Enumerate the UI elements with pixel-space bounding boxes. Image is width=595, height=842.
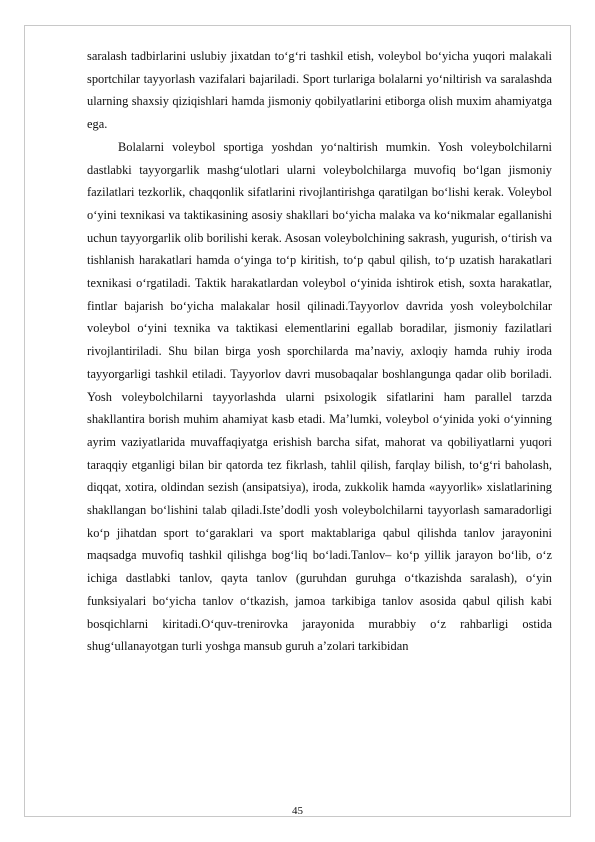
paragraph-main: Bolalarni voleybol sportiga yoshdan yo‘naltirish mumkin. Yosh voleybolchilarni dastlabki tayyorgarlik mashg‘ulotlari ularni voleybolchilarga muvofiq bo‘lgan jismoniy fazilatlari tezkorlik, chaqqonlik sifatlarini rivojlantirishga qaratilgan bo‘lishi kerak. Voleybol o‘yini texnikasi va taktikasining asosiy shakllari bo‘yicha malaka va ko‘nikmalar egallanishi uchun tayyorgarlik olib borilishi kerak. Asosan voleybolchining sakrash, yugurish, o‘tirish va tishlanish harakatlari hamda o‘yinga to‘p kiritish, to‘p qabul qilish, to‘p uzatish harakatlari texnikasi o‘rgatiladi. Taktik harakatlardan voleybol o‘yinida ishtirok etish, soxta harakatlar, fintlar bajarish bo‘yicha malakalar hosil qilinadi.Tayyorlov davrida yosh voleybolchilar voleybol o‘yini texnika va taktikasi elementlarini egallab boradilar, jismoniy fazilatlari rivojlantiriladi. Shu bilan birga yosh sporchilarda ma’naviy, axloqiy hamda ruhiy iroda tayyorgarligi tashkil etiladi. Tayyorlov davri musobaqalar boshlangunga qadar olib boriladi. Yosh voleybolchilarni tayyorlashda ularni psixologik sifatlarini ham parallel tarzda shakllantira borish muhim ahamiyat kasb etadi. Ma’lumki, voleybol o‘yinida yoki o‘yinning ayrim vaziyatlarida muvaffaqiyatga erishish barcha sifat, mahorat va qobiliyatlarni yuqori taraqqiy etganligi bilan bir qatorda tez fikrlash, tahlil qilish, farqlay bilish, to‘g‘ri baholash, diqqat, xotira, oldindan sezish (ansipatsiya), iroda, zukkolik hamda «ayyorlik» xislatlarining shakllangan bo‘lishini talab qiladi.Iste’dodli yosh voleybolchilarni tayyorlash samaradorligi ko‘p jihatdan sport to‘garaklari va sport maktablariga qabul qilishda tanlov jarayonini maqsadga muvofiq tashkil qilishga bog‘liq bo‘ladi.Tanlov– ko‘p yillik jarayon bo‘lib, o‘z ichiga dastlabki tanlov, qayta tanlov (guruhdan guruhga o‘tkazishda saralash), o‘yin funksiyalari bo‘yicha tanlov o‘tkazish, jamoa tarkibiga tanlov asosida qabul qilish kabi bosqichlarni kiritadi.O‘quv-trenirovka jarayonida murabbiy o‘z rahbarligi ostida shug‘ullanayotgan turli yoshga mansub guruh a’zolari tarkibidan xyxy=(87,139,552,654)
page-number: 45 xyxy=(292,805,303,817)
paragraph-continued: saralash tadbirlarini uslubiy jixatdan to‘g‘ri tashkil etish, voleybol bo‘yicha yuqori malakali sportchilar tayyorlash vazifalari bajariladi. Sport turlariga bolalarni yo‘niltirish va saralashda ularning shaxsiy qiziqishlari hamda jismoniy qobilyatlarini etiborga olish muxim ahamiyatga ega. xyxy=(87,49,552,132)
document-body xyxy=(87,45,552,658)
